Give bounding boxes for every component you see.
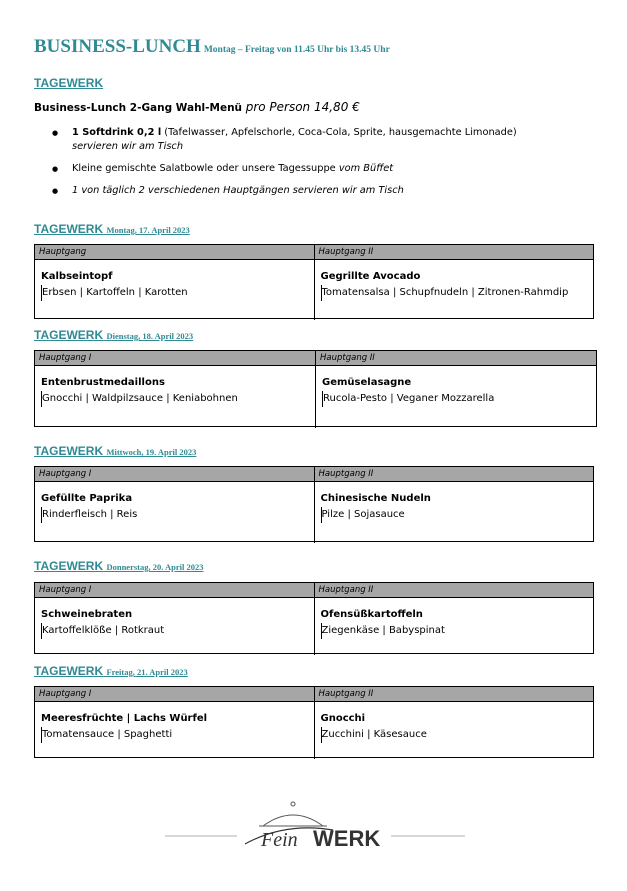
cloche-icon [259,802,327,826]
dish-sides: Rinderfleisch | Reis [41,507,308,523]
dish-name: Schweinebraten [41,609,133,620]
column-header: Hauptgang II [315,351,596,365]
day-date: Donnerstag, 20. April 2023 [106,562,204,572]
day-date: Freitag, 21. April 2023 [106,667,188,677]
dish-sides: Kartoffelklöße | Rotkraut [41,623,308,639]
feinwerk-logo [165,800,465,860]
column-header: Hauptgang [39,247,87,257]
menu-offer [34,100,360,114]
day-heading [34,328,193,342]
day-menu-table [34,686,594,758]
dish-sides: Ziegenkäse | Babyspinat [321,623,588,639]
main-course-2 [314,482,594,543]
dish-name: Gemüselasagne [322,377,412,388]
dish-sides: Pilze | Sojasauce [321,507,588,523]
day-heading [34,444,196,458]
main-course-1 [35,366,315,428]
list-item [52,126,517,154]
dish-name: Meeresfrüchte | Lachs Würfel [41,713,208,724]
logo-bold: WERK [313,826,381,851]
dish-name: Entenbrustmedaillons [41,377,165,388]
main-course-2 [314,702,594,759]
dish-sides: Gnocchi | Waldpilzsauce | Keniabohnen [41,391,309,407]
column-header: Hauptgang II [314,687,594,701]
dish-sides: Tomatensalsa | Schupfnudeln | Zitronen-Rahmdip [321,285,588,301]
day-label: TAGEWERK [34,559,104,573]
page-header [34,36,390,58]
bullet-bold-text: 1 Softdrink 0,2 l [72,127,162,138]
bullet-note: vom Büffet [335,163,394,174]
dish-name: Kalbseintopf [41,271,113,282]
day-label: TAGEWERK [34,328,104,342]
dish-sides: Zucchini | Käsesauce [321,727,588,743]
service-hours: Montag – Freitag von 11.45 Uhr bis 13.45 Uhr [203,45,390,55]
menu-price: pro Person 14,80 € [245,100,360,114]
day-heading [34,664,188,678]
list-item [52,184,517,198]
dish-name: Gefüllte Paprika [41,493,133,504]
main-course-1 [35,260,314,320]
included-items-list [52,126,517,206]
column-header: Hauptgang II [314,245,594,259]
day-menu-table [34,350,597,427]
column-header: Hauptgang I [39,585,92,595]
dish-name: Chinesische Nudeln [320,493,431,504]
day-menu-table [34,466,594,542]
intro-section-heading: TAGEWERK [34,76,104,90]
dish-name: Gegrillte Avocado [320,271,421,282]
main-course-2 [314,598,594,655]
main-course-1 [35,702,314,759]
day-label: TAGEWERK [34,664,104,678]
column-header: Hauptgang II [314,583,594,597]
logo-script: Fein [261,829,298,851]
dish-sides: Tomatensauce | Spaghetti [41,727,308,743]
dish-sides: Rucola-Pesto | Veganer Mozzarella [322,391,590,407]
page-title: BUSINESS-LUNCH [34,36,201,57]
main-course-2 [314,260,594,320]
menu-description: Business-Lunch 2-Gang Wahl-Menü [34,102,243,114]
dish-sides: Erbsen | Kartoffeln | Karotten [41,285,308,301]
day-date: Mittwoch, 19. April 2023 [106,447,197,457]
day-date: Dienstag, 18. April 2023 [106,331,194,341]
day-menu-table [34,582,594,654]
day-label: TAGEWERK [34,222,104,236]
column-header: Hauptgang I [39,689,92,699]
column-header: Hauptgang I [39,469,92,479]
day-menu-table [34,244,594,319]
day-label: TAGEWERK [34,444,104,458]
day-date: Montag, 17. April 2023 [106,225,190,235]
bullet-text: (Tafelwasser, Apfelschorle, Coca-Cola, Sprite, hausgemachte Limonade) [161,127,517,138]
main-course-1 [35,482,314,543]
main-course-2 [315,366,596,428]
day-heading [34,559,204,573]
bullet-text: Kleine gemischte Salatbowle oder unsere Tagessuppe [72,163,336,174]
bullet-note: servieren wir am Tisch [72,141,184,152]
column-header: Hauptgang II [314,467,594,481]
day-heading [34,222,190,236]
dish-name: Gnocchi [320,713,366,724]
column-header: Hauptgang I [39,353,92,363]
list-item [52,162,517,176]
bullet-note: 1 von täglich 2 verschiedenen Hauptgängen servieren wir am Tisch [72,185,404,196]
dish-name: Ofensüßkartoffeln [320,609,423,620]
main-course-1 [35,598,314,655]
